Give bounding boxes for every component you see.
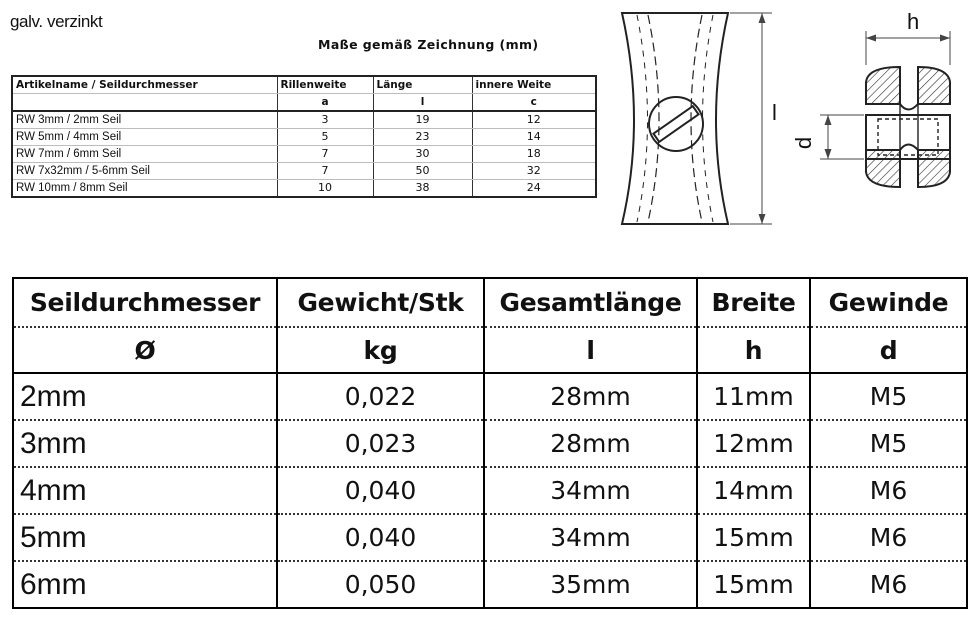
cell-width: 11mm — [697, 373, 810, 420]
label-l: l — [772, 100, 777, 125]
table-row — [13, 373, 967, 420]
dimensions-subheader-row — [12, 94, 596, 112]
specs-header-row — [13, 278, 967, 327]
cell-weight: 0,040 — [277, 467, 484, 514]
cell-inner-width: 24 — [472, 180, 596, 198]
cell-thread: M5 — [810, 373, 967, 420]
cell-thread: M5 — [810, 420, 967, 467]
cell-groove-width: 10 — [277, 180, 373, 198]
cell-rope-diameter: 3mm — [13, 420, 277, 467]
cell-thread: M6 — [869, 570, 908, 599]
cell-rope-diameter: 5mm — [13, 514, 277, 561]
cell-inner-width: 18 — [472, 146, 596, 163]
header-total-length: Gesamtlänge — [484, 278, 697, 327]
cell-inner-width: 14 — [472, 129, 596, 146]
cell-weight: 0,040 — [277, 514, 484, 561]
header-length: Länge — [373, 76, 472, 94]
cell-width: 15mm — [697, 561, 810, 608]
cell-total-length: 28mm — [484, 420, 697, 467]
unit-kg: kg — [277, 327, 484, 373]
cell-length: 23 — [373, 129, 472, 146]
drawing-caption: Maße gemäß Zeichnung (mm) — [318, 37, 539, 52]
header-width: Breite — [697, 278, 810, 327]
header-rope-diameter: Seildurchmesser — [13, 278, 277, 327]
table-row — [13, 467, 967, 514]
table-row — [13, 561, 967, 608]
front-view-drawing — [600, 6, 785, 231]
cell-length: 30 — [373, 146, 472, 163]
cell-article: RW 7x32mm / 5-6mm Seil — [12, 163, 277, 180]
subheader-a: a — [277, 94, 373, 112]
cell-total-length: 34mm — [484, 467, 697, 514]
cell-length: 19 — [373, 111, 472, 129]
cell-thread: M6 — [810, 467, 967, 514]
cell-article: RW 10mm / 8mm Seil — [12, 180, 277, 198]
dimensions-header-row — [12, 76, 596, 94]
cell-length: 38 — [373, 180, 472, 198]
unit-l: l — [484, 327, 697, 373]
cell-groove-width: 5 — [277, 129, 373, 146]
cell-article: RW 7mm / 6mm Seil — [12, 146, 277, 163]
cell-inner-width: 32 — [472, 163, 596, 180]
cell-length: 50 — [373, 163, 472, 180]
cell-groove-width: 3 — [277, 111, 373, 129]
cell-weight: 0,022 — [277, 373, 484, 420]
cell-total-length: 34mm — [484, 514, 697, 561]
dimensions-table — [11, 75, 597, 198]
header-thread: Gewinde — [810, 278, 967, 327]
table-row — [12, 163, 596, 180]
cell-groove-width: 7 — [277, 163, 373, 180]
table-row — [12, 111, 596, 129]
header-weight: Gewicht/Stk — [277, 278, 484, 327]
header-article: Artikelname / Seildurchmesser — [12, 76, 277, 94]
cell-total-length: 28mm — [484, 373, 697, 420]
cell-inner-width: 12 — [472, 111, 596, 129]
cell-weight: 0,050 — [277, 561, 484, 608]
cell-rope-diameter: 6mm — [13, 561, 277, 608]
unit-d: d — [810, 327, 967, 373]
subheader-c: c — [472, 94, 596, 112]
cell-rope-diameter: 4mm — [13, 467, 277, 514]
subheader-l: l — [373, 94, 472, 112]
table-row — [12, 146, 596, 163]
cell-width: 14mm — [697, 467, 810, 514]
table-row — [13, 514, 967, 561]
cell-weight: 0,023 — [277, 420, 484, 467]
cell-article: RW 3mm / 2mm Seil — [12, 111, 277, 129]
specs-units-row — [13, 327, 967, 373]
cell-groove-width: 7 — [277, 146, 373, 163]
cell-article: RW 5mm / 4mm Seil — [12, 129, 277, 146]
label-d: d — [791, 136, 817, 150]
header-inner-width: innere Weite — [472, 76, 596, 94]
cell-total-length: 35mm — [484, 561, 697, 608]
brand-text: galv. verzinkt — [10, 12, 103, 31]
table-row — [12, 129, 596, 146]
cell-width: 12mm — [697, 420, 810, 467]
table-row — [12, 180, 596, 198]
label-h: h — [907, 9, 920, 34]
product-specs-table — [12, 277, 968, 609]
unit-h: h — [697, 327, 810, 373]
side-view-drawing — [800, 5, 975, 230]
cell-width: 15mm — [697, 514, 810, 561]
header-groove-width: Rillenweite — [277, 76, 373, 94]
cell-rope-diameter: 2mm — [13, 373, 277, 420]
subheader-article — [12, 94, 277, 112]
unit-diameter: Ø — [13, 327, 277, 373]
cell-thread: M6 — [810, 514, 967, 561]
table-row — [13, 420, 967, 467]
